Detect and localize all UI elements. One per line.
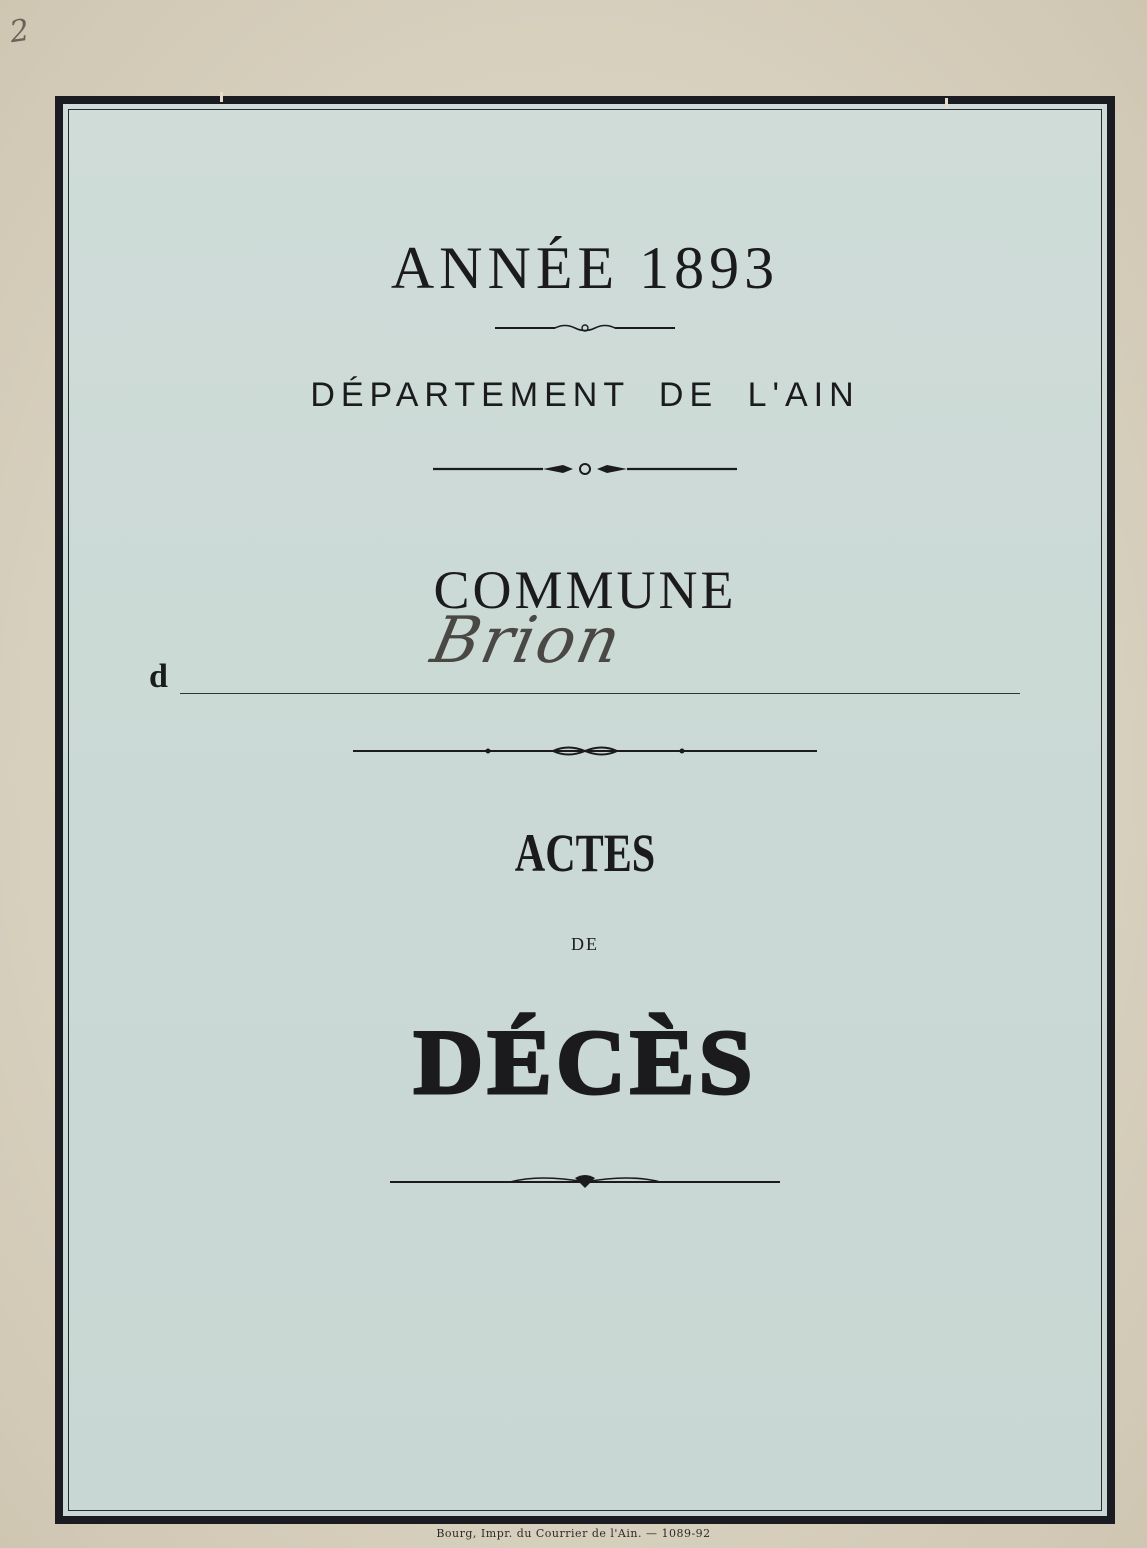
printer-imprint: Bourg, Impr. du Courrier de l'Ain. — 1089-92 [436, 1527, 711, 1540]
ornament-rule [63, 322, 1107, 334]
commune-prefix: d [149, 658, 168, 695]
department-title: DÉPARTEMENT DE L'AIN [310, 376, 860, 414]
commune-title: COMMUNE [433, 560, 737, 620]
ornament-rule [63, 462, 1107, 476]
cover-card [55, 96, 1115, 1524]
commune-name-handwritten: Brion [425, 604, 629, 678]
year-title: ANNÉE 1893 [390, 235, 780, 301]
frame-notch [945, 98, 948, 108]
frame-notch [220, 92, 223, 102]
page-number: 2 [7, 12, 32, 51]
inner-frame [68, 109, 1102, 1511]
deces-title: DÉCÈS [413, 1011, 757, 1113]
de-title: DE [571, 934, 599, 954]
actes-title: ACTES [514, 823, 656, 883]
commune-fill-line [180, 693, 1020, 694]
ornament-rule [63, 1174, 1107, 1190]
ornament-rule [63, 744, 1107, 758]
